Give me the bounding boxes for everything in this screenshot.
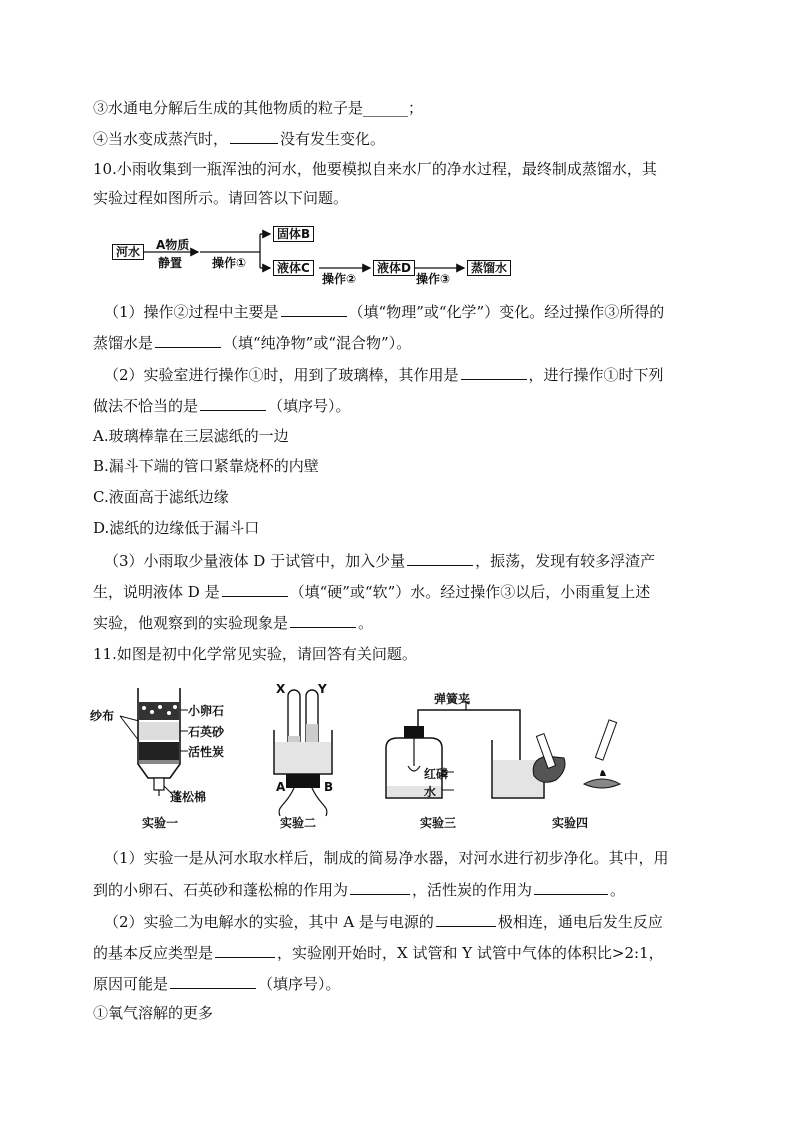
answer-blank[interactable] bbox=[155, 332, 221, 348]
exp1-filter-drawing bbox=[120, 688, 188, 796]
option-c: C.液面高于滤纸边缘 bbox=[93, 488, 229, 506]
red-phosphorus-label: 红磷 bbox=[424, 767, 449, 781]
q9-item-3: ③水通电分解后生成的其他物质的粒子是______； bbox=[93, 99, 424, 117]
tube-y-label: Y bbox=[318, 682, 327, 696]
q9-item-4: ④当水变成蒸汽时， 没有发生变化。 bbox=[93, 130, 386, 148]
option-b: B.漏斗下端的管口紧靠烧杯的内壁 bbox=[93, 457, 319, 475]
q11-option-1: ①氧气溶解的更多 bbox=[93, 1004, 214, 1022]
activated-carbon-label: 活性炭 bbox=[188, 745, 225, 759]
tube-x-label: X bbox=[276, 682, 286, 696]
q10-part2-line1: （2）实验室进行操作①时，用到了玻璃棒，其作用是 ，进行操作①时下列 bbox=[104, 366, 664, 384]
experiments-drawing bbox=[90, 676, 650, 836]
distilled-water-box: 蒸馏水 bbox=[467, 260, 511, 276]
exp1-caption: 实验一 bbox=[142, 816, 179, 830]
exp2-caption: 实验二 bbox=[280, 816, 317, 830]
solid-b-box: 固体B bbox=[273, 226, 314, 242]
q11-part1-line2: 到的小卵石、石英砂和蓬松棉的作用为 ，活性炭的作用为 。 bbox=[93, 881, 626, 899]
exp4-caption: 实验四 bbox=[552, 816, 589, 830]
answer-blank[interactable] bbox=[407, 550, 473, 566]
river-water-box: 河水 bbox=[112, 244, 144, 260]
q10-part1-line2: 蒸馏水是 （填“纯净物”或“混合物”）。 bbox=[93, 334, 412, 352]
q10-part2-line2: 做法不恰当的是 （填序号）。 bbox=[93, 397, 351, 415]
exp3-phosphorus-drawing bbox=[386, 702, 544, 798]
purification-flow-diagram bbox=[110, 222, 530, 286]
answer-blank[interactable] bbox=[222, 581, 288, 597]
operation-2-label: 操作② bbox=[322, 272, 357, 286]
experiments-figure bbox=[90, 676, 650, 836]
cotton-label: 蓬松棉 bbox=[170, 790, 207, 804]
q11-part2-line1: （2）实验二为电解水的实验，其中 A 是与电源的 极相连，通电后发生反应 bbox=[104, 913, 663, 931]
answer-blank[interactable] bbox=[170, 973, 256, 989]
option-d: D.滤纸的边缘低于漏斗口 bbox=[93, 519, 260, 537]
answer-blank[interactable] bbox=[534, 879, 608, 895]
quartz-sand-label: 石英砂 bbox=[188, 725, 225, 739]
answer-blank[interactable] bbox=[215, 942, 275, 958]
q10-stem-line2: 实验过程如图所示。请回答以下问题。 bbox=[93, 189, 349, 207]
electrode-a-label: A bbox=[276, 780, 286, 794]
liquid-c-box: 液体C bbox=[273, 260, 314, 276]
q11-part2-line2: 的基本反应类型是 ，实验刚开始时，X 试管和 Y 试管中气体的体积比>2:1， bbox=[93, 944, 664, 962]
water-label: 水 bbox=[424, 785, 437, 799]
gauze-label: 纱布 bbox=[90, 709, 115, 723]
answer-blank[interactable] bbox=[290, 612, 356, 628]
a-substance-label: A物质 bbox=[156, 238, 190, 252]
settle-label: 静置 bbox=[158, 256, 183, 270]
q10-part1-line1: （1）操作②过程中主要是 （填“物理”或“化学”）变化。经过操作③所得的 bbox=[104, 303, 665, 321]
spring-clamp-label: 弹簧夹 bbox=[434, 692, 471, 706]
operation-3-label: 操作③ bbox=[416, 272, 451, 286]
q10-part3-line1: （3）小雨取少量液体 D 于试管中，加入少量 ，振荡，发现有较多浮渣产 bbox=[104, 552, 656, 570]
q11-part1-line1: （1）实验一是从河水取水样后，制成的简易净水器，对河水进行初步净化。其中，用 bbox=[104, 849, 669, 867]
exp3-caption: 实验三 bbox=[420, 816, 457, 830]
answer-blank[interactable] bbox=[350, 879, 410, 895]
option-a: A.玻璃棒靠在三层滤纸的一边 bbox=[93, 427, 289, 445]
answer-blank[interactable] bbox=[230, 128, 278, 144]
exp2-electrolysis-drawing bbox=[274, 690, 332, 816]
q10-part3-line3: 实验，他观察到的实验现象是 。 bbox=[93, 614, 374, 632]
answer-blank[interactable] bbox=[461, 364, 527, 380]
q10-part3-line2: 生，说明液体 D 是 （填“硬”或“软”）水。经过操作③以后，小雨重复上述 bbox=[93, 583, 651, 601]
answer-blank[interactable] bbox=[436, 911, 496, 927]
q11-stem: 11.如图是初中化学常见实验，请回答有关问题。 bbox=[93, 645, 417, 663]
electrode-b-label: B bbox=[324, 780, 334, 794]
q11-part2-line3: 原因可能是 （填序号）。 bbox=[93, 975, 341, 993]
operation-1-label: 操作① bbox=[212, 256, 247, 270]
pebble-label: 小卵石 bbox=[188, 704, 225, 718]
exp4-drawing bbox=[533, 720, 620, 788]
liquid-d-box: 液体D bbox=[373, 260, 415, 276]
answer-blank[interactable] bbox=[281, 301, 347, 317]
answer-blank[interactable] bbox=[200, 395, 266, 411]
q10-stem-line1: 10.小雨收集到一瓶浑浊的河水，他要模拟自来水厂的净水过程，最终制成蒸馏水，其 bbox=[93, 160, 657, 178]
